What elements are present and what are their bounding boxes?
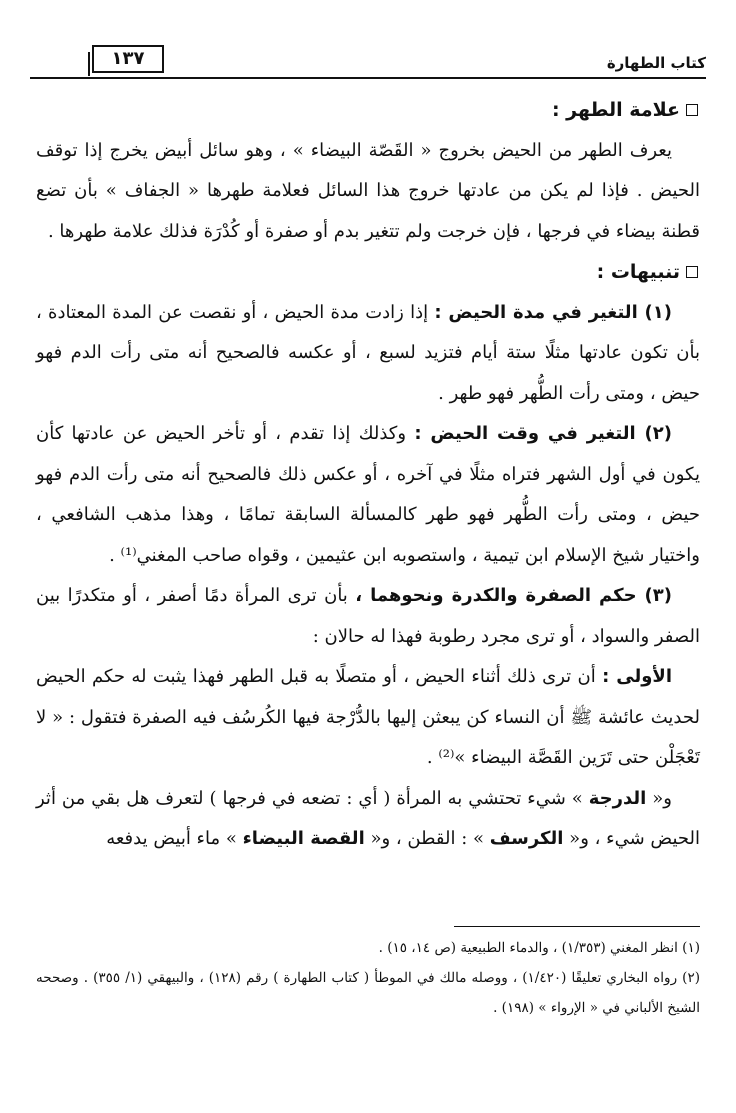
note-item-3 bbox=[36, 576, 700, 657]
section-heading-notes bbox=[36, 252, 698, 293]
def-text: » : القطن ، و« bbox=[364, 828, 490, 849]
square-bullet-icon bbox=[686, 266, 698, 278]
header-rule bbox=[30, 77, 706, 79]
def-term: الدرجة bbox=[588, 787, 647, 809]
book-title: كتاب الطهارة bbox=[606, 54, 706, 72]
note-text: بأن ترى المرأة دمًا أصفر ، أو متكدرًا بين الصفر والسواد ، أو ترى مجرد رطوبة فهذا له حالان : bbox=[36, 585, 700, 647]
case-first bbox=[36, 657, 700, 779]
square-bullet-icon bbox=[686, 104, 698, 116]
note-item-1 bbox=[36, 293, 700, 415]
page-number: ١٣٧ bbox=[92, 45, 164, 73]
heading-label: علامة الطهر : bbox=[551, 99, 680, 121]
footnote-1: (١) انظر المغني (١/٣٥٣) ، والدماء الطبيعية (ص ١٤، ١٥) . bbox=[378, 940, 700, 956]
paragraph-purity-sign: يعرف الطهر من الحيض بخروج « القَصّة البيضاء » ، وهو سائل أبيض يخرج إذا توقف الحيض . فإذا لم يكن من عادتها خروج هذا السائل فعلامة طهرها « الجفاف » بأن تضع قطنة بيضاء في فرجها ، فإن خرجت ولم تتغير بدم أو صفرة أو كُدْرَة فذلك علامة طهرها . bbox=[36, 139, 700, 242]
note-text: وكذلك إذا تقدم ، أو تأخر الحيض عن عادتها كأن يكون في أول الشهر فتراه مثلًا في آخره ، أو عكس ذلك فالصحيح أنه متى رأت الدم فهو حيض ، ومتى رأت الطُّهر فهو طهر كالمسألة السابقة تمامًا ، وهذا مذهب الشافعي ، واختيار شيخ الإسلام ابن تيمية ، واستصوبه ابن عثيمين ، وقواه صاحب المغني⁽¹⁾ . bbox=[36, 423, 700, 566]
note-item-2 bbox=[36, 414, 700, 576]
definitions-paragraph bbox=[36, 779, 700, 860]
main-text bbox=[36, 90, 700, 860]
def-term: القصة البيضاء bbox=[242, 828, 365, 849]
case-text: أن ترى ذلك أثناء الحيض ، أو متصلًا به قبل الطهر فهذا يثبت له حكم الحيض لحديث عائشة ﷺ أن النساء كن يبعثن إليها بالدُّرْجة فيها الكُرسُف فيه الصفرة فتقول : « لا تَعْجَلْن حتى تَرَين القَصَّة البيضاء »⁽²⁾ . bbox=[36, 666, 700, 768]
note-term: (١) التغير في مدة الحيض : bbox=[434, 301, 672, 323]
def-term: الكرسف bbox=[489, 828, 564, 849]
footnote-2: (٢) رواه البخاري تعليقًا (١/٤٢٠) ، ووصله مالك في الموطأ ( كتاب الطهارة ) رقم (١٢٨) ، والبيهقي (١/ ٣٥٥) . وصححه الشيخ الألباني في « الإرواء » (١٩٨) . bbox=[36, 970, 700, 1016]
section-heading-purity-sign bbox=[36, 90, 698, 131]
note-term: (٣) حكم الصفرة والكدرة ونحوهما ، bbox=[355, 585, 672, 606]
case-term: الأولى : bbox=[602, 666, 672, 687]
heading-label: تنبيهات : bbox=[596, 261, 680, 283]
footnotes bbox=[36, 933, 700, 1023]
def-text: » شيء تحتشي به المرأة ( أي : تضعه في فرجها ) لتعرف هل بقي من أثر الحيض شيء ، و« bbox=[36, 787, 700, 849]
note-term: (٢) التغير في وقت الحيض : bbox=[414, 423, 672, 444]
def-text: » ماء أبيض يدفعه bbox=[106, 828, 243, 849]
footnote-rule bbox=[454, 926, 700, 927]
def-prefix: و« bbox=[646, 787, 672, 809]
note-text: إذا زادت مدة الحيض ، أو نقصت عن المدة المعتادة ، بأن تكون عادتها مثلًا ستة أيام فتزيد لسبع ، أو عكسه فالصحيح أنه متى رأت الدم فهو حيض ، ومتى رأت الطُّهر فهو طهر . bbox=[36, 301, 700, 404]
